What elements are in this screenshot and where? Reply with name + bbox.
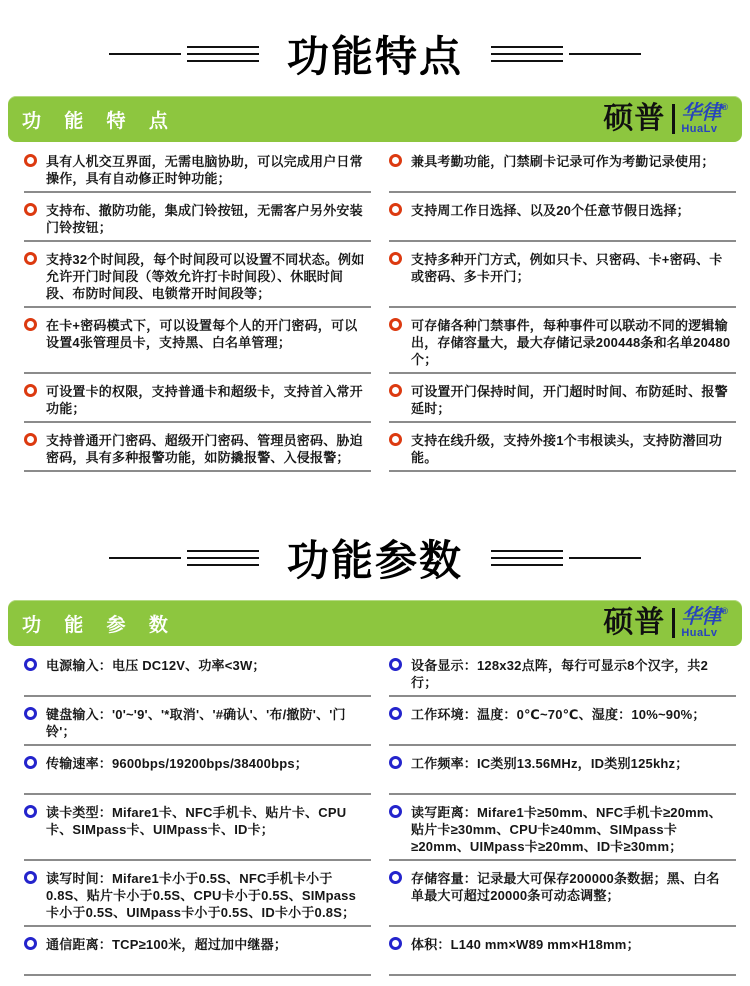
features-header-bar — [8, 96, 742, 142]
bullet-ring-icon — [24, 384, 37, 397]
list-item-text: 读写时间：Mifare1卡小于0.5S、NFC手机卡小于0.8S、贴片卡小于0.5S、CPU卡小于0.5S、SIMpass卡小于0.5S、UIMpass卡小于0.5S、ID卡小于0.8S； — [46, 871, 357, 920]
list-item — [24, 861, 371, 927]
heading-decoration-left — [109, 46, 259, 62]
list-item-text: 在卡+密码模式下，可以设置每个人的开门密码，可以设置4张管理员卡，支持黑、白名单管理； — [46, 318, 358, 350]
heading-decoration-left — [109, 550, 259, 566]
list-item-text: 具有人机交互界面，无需电脑协助，可以完成用户日常操作，具有自动修正时钟功能； — [46, 154, 363, 186]
params-list — [0, 646, 750, 976]
bullet-ring-icon — [389, 384, 402, 397]
bullet-ring-icon — [24, 658, 37, 671]
list-item-text: 读卡类型：Mifare1卡、NFC手机卡、贴片卡、CPU卡、SIMpass卡、UIMpass卡、ID卡； — [46, 805, 347, 837]
list-item — [389, 795, 736, 861]
features-bar-label: 功 能 特 点 — [22, 110, 177, 132]
list-item-text: 支持32个时间段，每个时间段可以设置不同状态。例如允许开门时间段（等效允许打卡时间段）、休眠时间段、布防时间段、电锁常开时间段等； — [46, 252, 365, 301]
list-item-text: 可存储各种门禁事件，每种事件可以联动不同的逻辑输出，存储容量大，最大存储记录200448条和名单20480个； — [411, 318, 731, 367]
params-title: 功能参数 — [286, 537, 463, 584]
brand-name-shuopu: 硕普 — [603, 606, 666, 639]
bullet-ring-icon — [389, 937, 402, 950]
list-item — [389, 648, 736, 697]
bullet-ring-icon — [389, 707, 402, 720]
bullet-ring-icon — [24, 318, 37, 331]
brand-name-hualv-cn: 华律® — [681, 102, 728, 124]
bullet-ring-icon — [24, 756, 37, 769]
list-item — [24, 697, 371, 746]
list-item — [24, 308, 371, 374]
logo-divider — [672, 608, 675, 638]
bullet-ring-icon — [24, 154, 37, 167]
list-item-text: 键盘输入：'0'~'9'、'*取消'、'#确认'、'布/撤防'、'门铃'； — [46, 707, 346, 739]
logo-divider — [672, 104, 675, 134]
registered-mark-icon: ® — [721, 606, 728, 616]
list-item — [389, 308, 736, 374]
list-item-text: 可设置卡的权限，支持普通卡和超级卡，支持首入常开功能； — [46, 384, 363, 416]
list-item — [24, 374, 371, 423]
bullet-ring-icon — [389, 658, 402, 671]
features-title: 功能特点 — [286, 33, 463, 80]
list-item — [24, 423, 371, 472]
list-item — [389, 746, 736, 795]
bullet-ring-icon — [24, 707, 37, 720]
bullet-ring-icon — [389, 318, 402, 331]
features-heading — [0, 26, 750, 82]
list-item-text: 支持周工作日选择、以及20个任意节假日选择； — [411, 203, 690, 218]
list-item — [24, 795, 371, 861]
list-item-text: 传输速率：9600bps/19200bps/38400bps； — [46, 756, 308, 771]
heading-decoration-right — [491, 46, 641, 62]
list-item-text: 电源输入：电压 DC12V、功率<3W； — [46, 658, 266, 673]
list-item-text: 支持多种开门方式，例如只卡、只密码、卡+密码、卡或密码、多卡开门； — [411, 252, 723, 284]
bullet-ring-icon — [24, 203, 37, 216]
list-item-text: 工作环境：温度：0℃~70℃、湿度：10%~90%； — [411, 707, 706, 722]
list-item-text: 兼具考勤功能，门禁刷卡记录可作为考勤记录使用； — [411, 154, 715, 169]
params-section — [0, 530, 750, 976]
brand-name-hualv-cn: 华律® — [681, 606, 728, 628]
bullet-ring-icon — [389, 871, 402, 884]
bullet-ring-icon — [389, 433, 402, 446]
list-item-text: 读写距离：Mifare1卡≥50mm、NFC手机卡≥20mm、贴片卡≥30mm、CPU卡≥40mm、SIMpass卡≥20mm、UIMpass卡≥20mm、ID卡≥30mm； — [411, 805, 722, 854]
brand-name-hualv-en: HuaLv — [681, 627, 718, 639]
heading-decoration-right — [491, 550, 641, 566]
list-item-text: 工作频率：IC类别13.56MHz，ID类别125khz； — [411, 756, 689, 771]
bullet-ring-icon — [389, 756, 402, 769]
list-item — [24, 193, 371, 242]
list-item-text: 设备显示：128x32点阵，每行可显示8个汉字，共2行； — [411, 658, 709, 690]
brand-logo — [603, 103, 728, 135]
list-item — [389, 697, 736, 746]
bullet-ring-icon — [24, 805, 37, 818]
bullet-ring-icon — [24, 252, 37, 265]
list-item — [24, 242, 371, 308]
list-item — [24, 648, 371, 697]
list-item-text: 通信距离：TCP≥100米，超过加中继器； — [46, 937, 288, 952]
bullet-ring-icon — [389, 203, 402, 216]
registered-mark-icon: ® — [721, 102, 728, 112]
list-item — [389, 193, 736, 242]
bullet-ring-icon — [24, 871, 37, 884]
list-item — [389, 861, 736, 927]
params-bar-label: 功 能 参 数 — [22, 614, 177, 636]
params-heading — [0, 530, 750, 586]
bullet-ring-icon — [389, 154, 402, 167]
bullet-ring-icon — [389, 252, 402, 265]
features-section — [0, 26, 750, 472]
features-list — [0, 142, 750, 472]
list-item — [389, 242, 736, 308]
list-item-text: 存储容量：记录最大可保存200000条数据；黑、白名单最大可超过20000条可动态调整； — [411, 871, 720, 903]
brand-name-shuopu: 硕普 — [603, 102, 666, 135]
list-item — [389, 423, 736, 472]
list-item — [24, 927, 371, 976]
brand-logo — [603, 607, 728, 639]
list-item — [389, 927, 736, 976]
list-item-text: 支持布、撤防功能，集成门铃按钮，无需客户另外安装门铃按钮； — [46, 203, 363, 235]
list-item-text: 支持在线升级，支持外接1个韦根读头，支持防潜回功能。 — [411, 433, 723, 465]
list-item-text: 可设置开门保持时间，开门超时时间、布防延时、报警延时； — [411, 384, 728, 416]
list-item-text: 支持普通开门密码、超级开门密码、管理员密码、胁迫密码，具有多种报警功能，如防撬报警、入侵报警； — [46, 433, 363, 465]
params-header-bar — [8, 600, 742, 646]
list-item — [389, 374, 736, 423]
product-spec-page — [0, 26, 750, 986]
brand-name-hualv-en: HuaLv — [681, 123, 718, 135]
list-item — [24, 144, 371, 193]
list-item — [24, 746, 371, 795]
bullet-ring-icon — [24, 937, 37, 950]
bullet-ring-icon — [389, 805, 402, 818]
list-item-text: 体积：L140 mm×W89 mm×H18mm； — [411, 937, 640, 952]
bullet-ring-icon — [24, 433, 37, 446]
list-item — [389, 144, 736, 193]
